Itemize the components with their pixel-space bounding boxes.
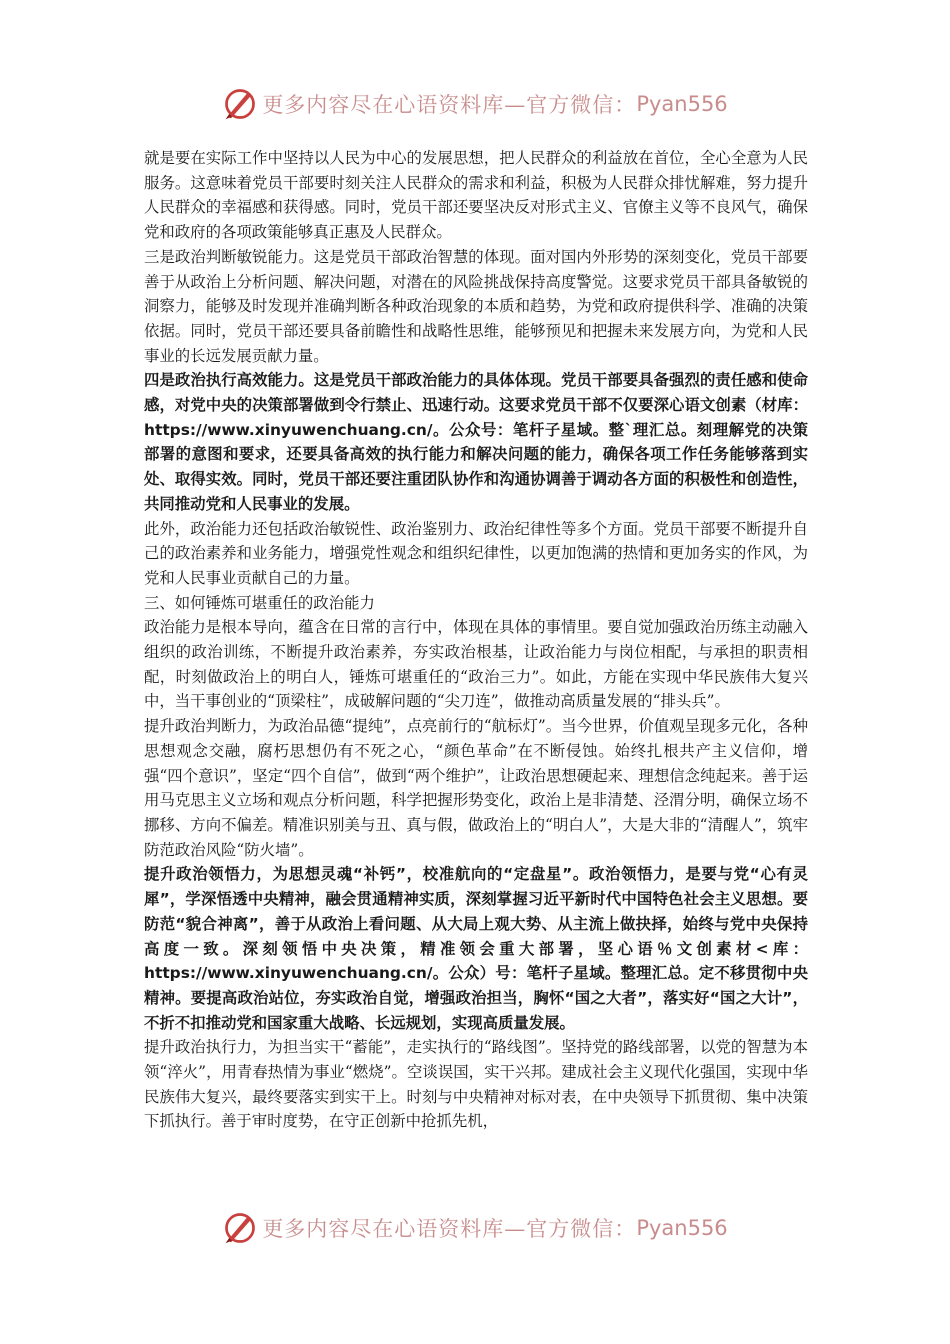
paragraph: 提升政治判断力，为政治品德“提纯”，点亮前行的“航标灯”。当今世界，价值观呈现多元化，各种思想观念交融，腐朽思想仍有不死之心，“颜色革命”在不断侵蚀。始终扎根共产主义信仰，增强“四个意识”，坚定“四个自信”，做到“两个维护”，让政治思想硬起来、理想信念纯起来。善于运用马克思主义立场和观点分析问题，科学把握形势变化，政治上是非清楚、泾渭分明，确保立场不挪移、方向不偏差。精准识别美与丑、真与假，做政治上的“明白人”，大是大非的“清醒人”，筑牢防范政治风险“防火墙”。 bbox=[144, 717, 808, 859]
paragraph: 政治能力是根本导向，蕴含在日常的言行中，体现在具体的事情里。要自觉加强政治历练主动融入组织的政治训练，不断提升政治素养，夯实政治根基，让政治能力与岗位相配，与承担的职责相配，时刻做政治上的明白人，锤炼可堪重任的“政治三力”。如此，方能在实现中华民族伟大复兴中，当干事创业的“顶梁柱”，成破解问题的“尖刀连”，做推动高质量发展的“排头兵”。 bbox=[144, 618, 808, 711]
banner-text: 更多内容尽在心语资料库—官方微信： bbox=[262, 1217, 637, 1241]
paragraph: 提升政治执行力，为担当实干“蓄能”，走实执行的“路线图”。坚持党的路线部署，以党的智慧为本领“淬火”，用青春热情为事业“燃烧”。空谈误国，实干兴邦。建成社会主义现代化强国，实现中华民族伟大复兴，最终要落实到实干上。时刻与中央精神对标对表，在中央领导下抓贯彻、集中决策下抓执行。善于审时度势，在守正创新中抢抓先机， bbox=[144, 1038, 808, 1131]
pen-logo-icon bbox=[222, 86, 258, 122]
paragraph: 三是政治判断敏锐能力。这是党员干部政治智慧的体现。面对国内外形势的深刻变化，党员干部要善于从政治上分析问题、解决问题，对潜在的风险挑战保持高度警觉。这要求党员干部具备敏锐的洞察力，能够及时发现并准确判断各种政治现象的本质和趋势，为党和政府提供科学、准确的决策依据。同时，党员干部还要具备前瞻性和战略性思维，能够预见和把握未来发展方向，为党和人民事业的长远发展贡献力量。 bbox=[144, 247, 808, 365]
wechat-id: Pyan556 bbox=[636, 92, 728, 116]
paragraph-bold: 四是政治执行高效能力。这是党员干部政治能力的具体体现。党员干部要具备强烈的责任感和使命感，对党中央的决策部署做到令行禁止、迅速行动。这要求党员干部不仅要深心语文创素（材库：https://www.xinyuwenchuang.cn/。公众号：笔杆子星域。整`理汇总。刻理解党的决策部署的意图和要求，还要具备高效的执行能力和解决问题的能力，确保各项工作任务能够落到实处、取得实效。同时，党员干部还要注重团队协作和沟通协调善于调动各方面的积极性和创造性，共同推动党和人民事业的发展。 bbox=[144, 371, 808, 513]
header-banner bbox=[0, 84, 950, 124]
paragraph-bold: 提升政治领悟力，为思想灵魂“补钙”，校准航向的“定盘星”。政治领悟力，是要与党“心有灵犀”，学深悟透中央精神，融会贯通精神实质，深刻掌握习近平新时代中国特色社会主义思想。要防范“貌合神离”，善于从政治上看问题、从大局上观大势、从主流上做抉择，始终与党中央保持高度一致。深刻领悟中央决策，精准领会重大部署，坚心语％文创素材<库：https://www.xinyuwenchuang.cn/。公众）号：笔杆子星域。整理汇总。定不移贯彻中央精神。要提高政治站位，夯实政治自觉，增强政治担当，胸怀“国之大者”，落实好“国之大计”，不折不扣推动党和国家重大战略、长远规划，实现高质量发展。 bbox=[144, 865, 808, 1032]
section-heading: 三、如何锤炼可堪重任的政治能力 bbox=[144, 593, 375, 612]
paragraph: 此外，政治能力还包括政治敏锐性、政治鉴别力、政治纪律性等多个方面。党员干部要不断提升自己的政治素养和业务能力，增强党性观念和组织纪律性，以更加饱满的热情和更加务实的作风，为党和人民事业贡献自己的力量。 bbox=[144, 519, 808, 587]
footer-banner bbox=[0, 1208, 950, 1248]
paragraph: 就是要在实际工作中坚持以人民为中心的发展思想，把人民群众的利益放在首位，全心全意为人民服务。这意味着党员干部要时刻关注人民群众的需求和利益，积极为人民群众排忧解难，努力提升人民群众的幸福感和获得感。同时，党员干部还要坚决反对形式主义、官僚主义等不良风气，确保党和政府的各项政策能够真正惠及人民群众。 bbox=[144, 149, 808, 242]
banner-text: 更多内容尽在心语资料库—官方微信： bbox=[262, 93, 637, 117]
pen-logo-icon bbox=[222, 1210, 258, 1246]
wechat-id: Pyan556 bbox=[636, 1216, 728, 1240]
document-body bbox=[144, 146, 808, 1134]
